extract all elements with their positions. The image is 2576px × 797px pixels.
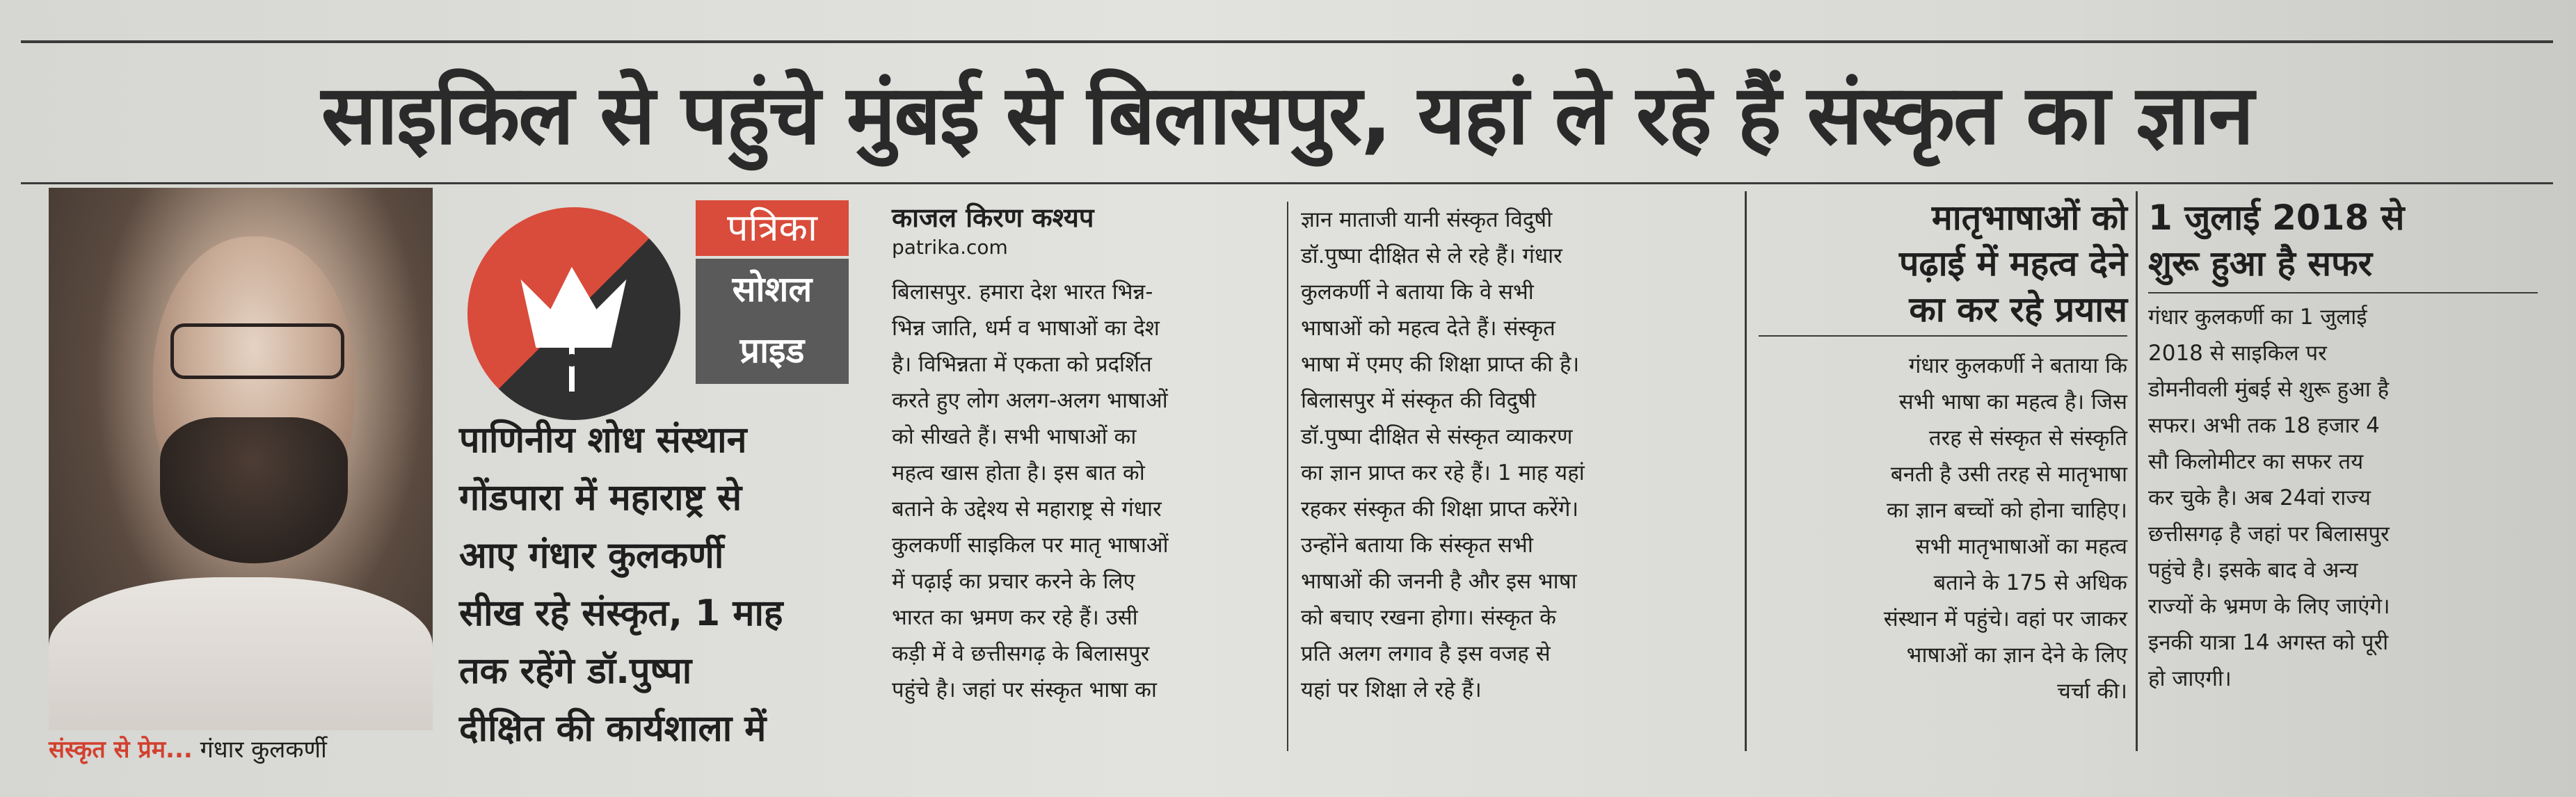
column-divider xyxy=(1287,202,1288,751)
text-line: कर चुके है। अब 24वां राज्य xyxy=(2148,485,2371,510)
text-line: बताने के 175 से अधिक xyxy=(1933,570,2127,595)
portrait-photo xyxy=(49,188,433,730)
text-line: यहां पर शिक्षा ले रहे हैं। xyxy=(1301,677,1482,702)
text-line: संस्थान में पहुंचे। वहां पर जाकर xyxy=(1883,606,2127,631)
text-line: को बचाए रखना होगा। संस्कृत के xyxy=(1301,605,1556,630)
column-3-heading xyxy=(1759,195,2127,332)
pride-label: प्राइड xyxy=(739,330,805,371)
heading-line: शुरू हुआ है सफर xyxy=(2148,243,2373,284)
text-line: करते हुए लोग अलग-अलग भाषाओं xyxy=(892,388,1168,413)
social-label: सोशल xyxy=(732,269,813,309)
caption-prefix: संस्कृत से प्रेम... xyxy=(49,736,193,764)
text-line: चर्चा की। xyxy=(2057,679,2127,704)
text-line: सभी मातृभाषाओं का महत्व xyxy=(1915,534,2127,559)
deck-line: दीक्षित की कार्यशाला में xyxy=(459,708,767,750)
text-line: को सीखते हैं। सभी भाषाओं का xyxy=(892,424,1137,449)
article-column-3 xyxy=(1759,348,2127,709)
article-column-2 xyxy=(1301,202,1732,708)
headline-rule xyxy=(21,182,2553,184)
text-line: तरह से संस्कृत से संस्कृति xyxy=(1928,426,2127,451)
heading-line: मातृभाषाओं को xyxy=(1931,198,2127,238)
text-line: पहुंचे है। इसके बाद वे अन्य xyxy=(2148,558,2358,583)
heading-line: का कर रहे प्रयास xyxy=(1909,289,2127,330)
text-line: ज्ञान माताजी यानी संस्कृत विदुषी xyxy=(1301,207,1553,232)
text-line: सभी भाषा का महत्व है। जिस xyxy=(1898,389,2127,414)
text-line: राज्यों के भ्रमण के लिए जाएंगे। xyxy=(2148,594,2390,619)
text-line: बिलासपुर. हमारा देश भारत भिन्न- xyxy=(892,280,1153,305)
text-line: सौ किलोमीटर का सफर तय xyxy=(2148,449,2364,474)
text-line: 2018 से साइकिल पर xyxy=(2148,341,2327,366)
column-divider xyxy=(1745,191,1747,751)
heading-line: 1 जुलाई 2018 से xyxy=(2148,198,2405,238)
photo-glasses xyxy=(170,323,344,379)
column-divider xyxy=(2136,191,2138,751)
deck-line: सीख रहे संस्कृत, 1 माह xyxy=(459,593,783,634)
text-line: कुलकर्णी ने बताया कि वे सभी xyxy=(1301,280,1534,305)
heading-rule xyxy=(1759,335,2127,337)
patrika-logo-icon xyxy=(467,207,680,420)
text-line: भिन्न जाति, धर्म व भाषाओं का देश xyxy=(892,316,1160,341)
text-line: डॉ.पुष्पा दीक्षित से ले रहे हैं। गंधार xyxy=(1301,243,1562,268)
text-line: रहकर संस्कृत की शिक्षा प्राप्त करेंगे। xyxy=(1301,497,1579,522)
heading-rule xyxy=(2148,292,2538,293)
photo-shirt xyxy=(49,577,433,730)
photo-caption xyxy=(49,730,433,769)
top-rule xyxy=(21,40,2553,43)
text-line: गंधार कुलकर्णी ने बताया कि xyxy=(1908,353,2127,378)
text-line: का ज्ञान बच्चों को होना चाहिए। xyxy=(1887,498,2127,523)
text-line: बिलासपुर में संस्कृत की विदुषी xyxy=(1301,388,1536,413)
crown-pen-icon xyxy=(467,207,680,420)
text-line: डॉ.पुष्पा दीक्षित से संस्कृत व्याकरण xyxy=(1301,424,1573,449)
text-line: महत्व खास होता है। इस बात को xyxy=(892,460,1145,485)
text-line: सफर। अभी तक 18 हजार 4 xyxy=(2148,413,2380,438)
text-line: में पढ़ाई का प्रचार करने के लिए xyxy=(892,569,1135,594)
text-line: छत्तीसगढ़ है जहां पर बिलासपुर xyxy=(2148,522,2390,547)
text-line: भाषाओं की जननी है और इस भाषा xyxy=(1301,569,1577,594)
text-line: बताने के उद्देश्य से महाराष्ट्र से गंधार xyxy=(892,497,1162,522)
deck-line: गोंडपारा में महाराष्ट्र से xyxy=(459,477,742,519)
text-line: भाषाओं का ज्ञान देने के लिए xyxy=(1906,643,2127,668)
text-line: कुलकर्णी साइकिल पर मातृ भाषाओं xyxy=(892,533,1169,558)
text-line: हो जाएगी। xyxy=(2148,666,2232,691)
text-line: भारत का भ्रमण कर रहे हैं। उसी xyxy=(892,605,1138,630)
photo-beard xyxy=(160,417,348,563)
text-line: कड़ी में वे छत्तीसगढ़ के बिलासपुर xyxy=(892,641,1150,666)
social-pride-box xyxy=(696,259,849,384)
article-column-4 xyxy=(2148,299,2538,697)
text-line: भाषाओं को महत्व देते हैं। संस्कृत xyxy=(1301,316,1555,341)
text-line: बनती है उसी तरह से मातृभाषा xyxy=(1890,462,2127,487)
text-line: इनकी यात्रा 14 अगस्त को पूरी xyxy=(2148,630,2389,655)
text-line: डोमनीवली मुंबई से शुरू हुआ है xyxy=(2148,377,2390,402)
text-line: है। विभिन्नता में एकता को प्रदर्शित xyxy=(892,352,1152,377)
story-deck xyxy=(459,412,863,759)
text-line: भाषा में एमए की शिक्षा प्राप्त की है। xyxy=(1301,352,1580,377)
byline-author: काजल किरण कश्यप xyxy=(892,202,1094,233)
text-line: उन्होंने बताया कि संस्कृत सभी xyxy=(1301,533,1533,558)
text-line: गंधार कुलकर्णी का 1 जुलाई xyxy=(2148,305,2367,330)
deck-line: आए गंधार कुलकर्णी xyxy=(459,535,724,577)
text-line: का ज्ञान प्राप्त कर रहे हैं। 1 माह यहां xyxy=(1301,460,1585,485)
headline: साइकिल से पहुंचे मुंबई से बिलासपुर, यहां ले रहे हैं संस्कृत का ज्ञान xyxy=(321,67,2253,163)
deck-line: पाणिनीय शोध संस्थान xyxy=(459,419,747,461)
text-line: प्रति अलग लगाव है इस वजह से xyxy=(1301,641,1551,666)
byline-site: patrika.com xyxy=(892,236,1008,259)
deck-line: तक रहेंगे डॉ.पुष्पा xyxy=(459,650,692,692)
column-4-heading xyxy=(2148,195,2538,287)
text-line: पहुंचे है। जहां पर संस्कृत भाषा का xyxy=(892,677,1157,702)
heading-line: पढ़ाई में महत्व देने xyxy=(1899,243,2127,284)
article-column-1 xyxy=(892,274,1276,708)
patrika-brand-label: पत्रिका xyxy=(696,200,849,256)
caption-name: गंधार कुलकर्णी xyxy=(200,736,327,764)
